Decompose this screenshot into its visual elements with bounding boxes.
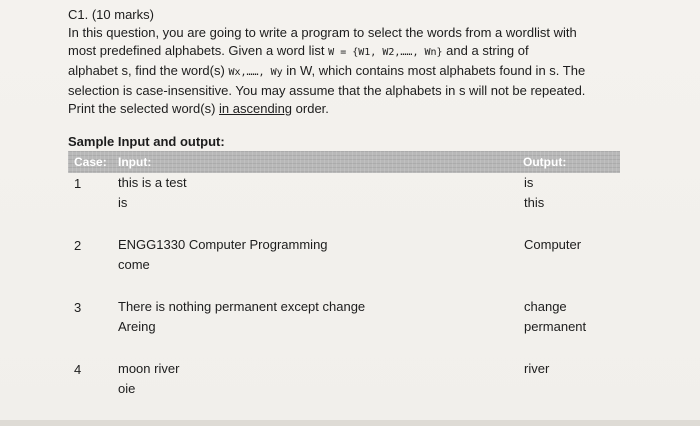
input-line: is	[118, 195, 128, 210]
case-number: 4	[74, 362, 82, 377]
input-line: come	[118, 257, 150, 272]
input-line: this is a test	[118, 175, 187, 190]
input-line: There is nothing permanent except change	[118, 299, 366, 314]
output-line: this	[524, 195, 545, 210]
input-column-header: Input:	[118, 155, 152, 169]
input-cell	[118, 297, 418, 337]
input-line: ENGG1330 Computer Programming	[118, 237, 328, 252]
case-number: 1	[74, 176, 82, 191]
input-cell	[118, 173, 418, 213]
question-line-3-prefix: alphabet s, find the word(s)	[68, 63, 225, 78]
case-number: 3	[74, 300, 82, 315]
question-line-2	[68, 42, 628, 62]
question-line-5-suffix: order.	[295, 101, 329, 116]
table-row	[68, 359, 620, 421]
input-cell	[118, 359, 418, 399]
input-line: oie	[118, 381, 136, 396]
output-line: river	[524, 361, 550, 376]
table-row	[68, 173, 620, 235]
sample-title: Sample Input and output:	[68, 134, 225, 149]
output-cell	[524, 235, 614, 255]
input-line: moon river	[118, 361, 180, 376]
output-line: change	[524, 299, 567, 314]
ascending-underlined-text: in ascending	[219, 101, 293, 116]
question-line-2-suffix: and a string of	[446, 43, 529, 58]
question-line-1: In this question, you are going to write a program to select the words from a wordlist with	[68, 25, 577, 40]
output-line: is	[524, 175, 534, 190]
question-line-5-prefix: Print the selected word(s)	[68, 101, 216, 116]
output-cell	[524, 297, 614, 337]
case-number: 2	[74, 238, 82, 253]
question-line-3	[68, 62, 628, 82]
question-heading: C1. (10 marks)	[68, 7, 154, 22]
input-line: Areing	[118, 319, 156, 334]
output-line: permanent	[524, 319, 587, 334]
selected-words-formula: Wx,……, Wy	[228, 67, 283, 78]
sample-table-header	[68, 151, 620, 173]
question-text	[68, 6, 628, 118]
output-column-header: Output:	[523, 155, 567, 169]
page-bottom-edge	[0, 420, 700, 426]
output-cell	[524, 359, 614, 379]
table-row	[68, 297, 620, 359]
sample-table	[68, 173, 620, 421]
output-line: Computer	[524, 237, 582, 252]
question-line-2-prefix: most predefined alphabets. Given a word list	[68, 43, 325, 58]
case-column-header: Case:	[74, 155, 107, 169]
question-line-3-suffix: in W, which contains most alphabets found in s. The	[286, 63, 586, 78]
question-line-5	[68, 100, 628, 118]
input-cell	[118, 235, 418, 275]
wordlist-formula: W = {W1, W2,……, Wn}	[328, 47, 443, 58]
table-row	[68, 235, 620, 297]
output-cell	[524, 173, 614, 213]
question-line-4: selection is case-insensitive. You may assume that the alphabets in s will not be repeated.	[68, 83, 586, 98]
